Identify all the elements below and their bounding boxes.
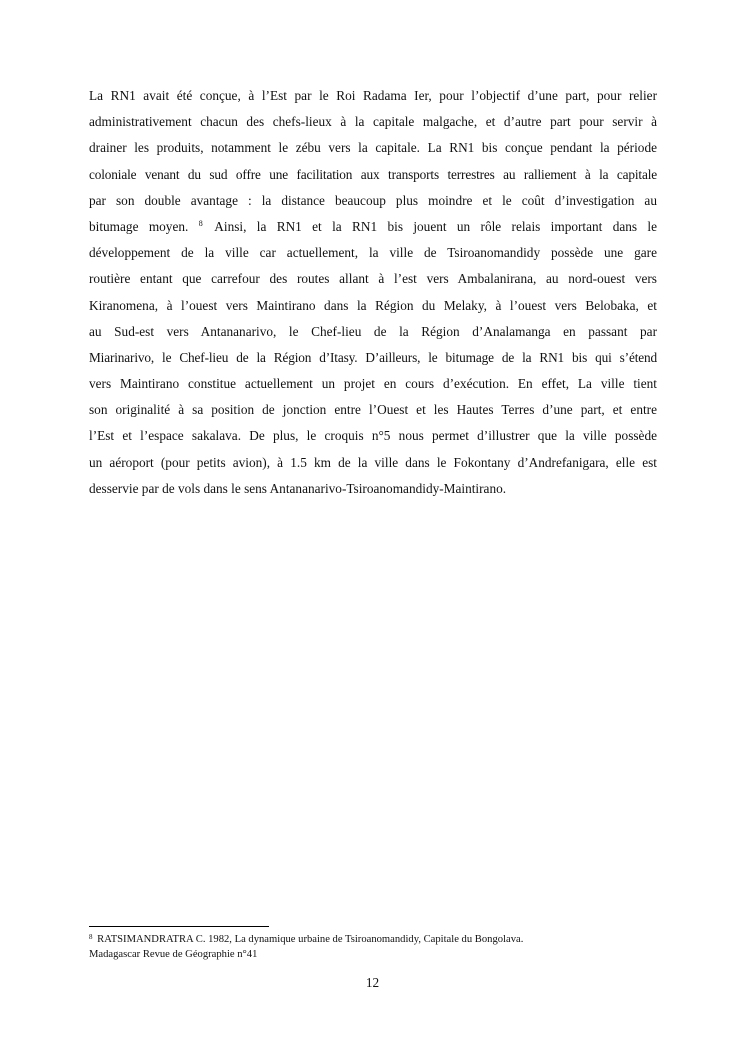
paragraph-line: son originalité à sa position de jonction entre l’Ouest et les Hautes Terres d’une part, et entre — [89, 402, 657, 418]
paragraph-line: vers Maintirano constitue actuellement un projet en cours d’exécution. En effet, La ville tient — [89, 376, 657, 392]
paragraph-line: par son double avantage : la distance beaucoup plus moindre et le coût d’investigation au — [89, 192, 657, 208]
paragraph-line: desservie par de vols dans le sens Antananarivo-Tsiroanomandidy-Maintirano. — [89, 480, 507, 496]
paragraph-line: coloniale venant du sud offre une facilitation aux transports terrestres au ralliement à la capitale — [89, 166, 657, 182]
paragraph-line: La RN1 avait été conçue, à l’Est par le Roi Radama Ier, pour l’objectif d’une part, pour relier — [89, 88, 657, 103]
paragraph-line: routière entant que carrefour des routes allant à l’est vers Ambalanirana, au nord-ouest vers — [89, 271, 657, 287]
paragraph-line: l’Est et l’espace sakalava. De plus, le croquis n°5 nous permet d’illustrer que la ville possède — [89, 428, 657, 444]
paragraph-line: un aéroport (pour petits avion), à 1.5 km de la ville dans le Fokontany d’Andrefanigara, elle est — [89, 454, 657, 470]
paragraph-line: Miarinarivo, le Chef-lieu de la Région d’Itasy. D’ailleurs, le bitumage de la RN1 bis qui s’étend — [89, 349, 657, 365]
paragraph-line: administrativement chacun des chefs-lieux à la capitale malgache, et d’autre part pour servir à — [89, 114, 657, 130]
footnote-line-2: Madagascar Revue de Géographie n°41 — [89, 949, 258, 960]
body-paragraph — [89, 83, 657, 502]
footnote-number: 8 — [89, 933, 93, 941]
paragraph-line-prefix: bitumage moyen. — [89, 218, 189, 234]
footnote — [89, 932, 689, 962]
paragraph-line-suffix: Ainsi, la RN1 et la RN1 bis jouent un rôle relais important dans le — [214, 218, 658, 234]
paragraph-line: développement de la ville car actuellement, la ville de Tsiroanomandidy possède une gare — [89, 245, 657, 261]
page-number: 12 — [365, 975, 380, 990]
paragraph-line: au Sud-est vers Antananarivo, le Chef-lieu de la Région d’Analamanga en passant par — [89, 323, 657, 339]
footnote-reference[interactable]: 8 — [198, 218, 203, 228]
paragraph-line-with-footnote — [89, 214, 657, 240]
paragraph-line: drainer les produits, notamment le zébu vers la capitale. La RN1 bis conçue pendant la période — [89, 140, 657, 156]
footnote-separator — [89, 926, 269, 927]
paragraph-line: Kiranomena, à l’ouest vers Maintirano dans la Région du Melaky, à l’ouest vers Belobaka, et — [89, 297, 657, 313]
footnote-line — [89, 932, 689, 947]
footnote-citation: RATSIMANDRATRA C. 1982, La dynamique urbaine de Tsiroanomandidy, Capitale du Bongolava. — [97, 934, 524, 945]
